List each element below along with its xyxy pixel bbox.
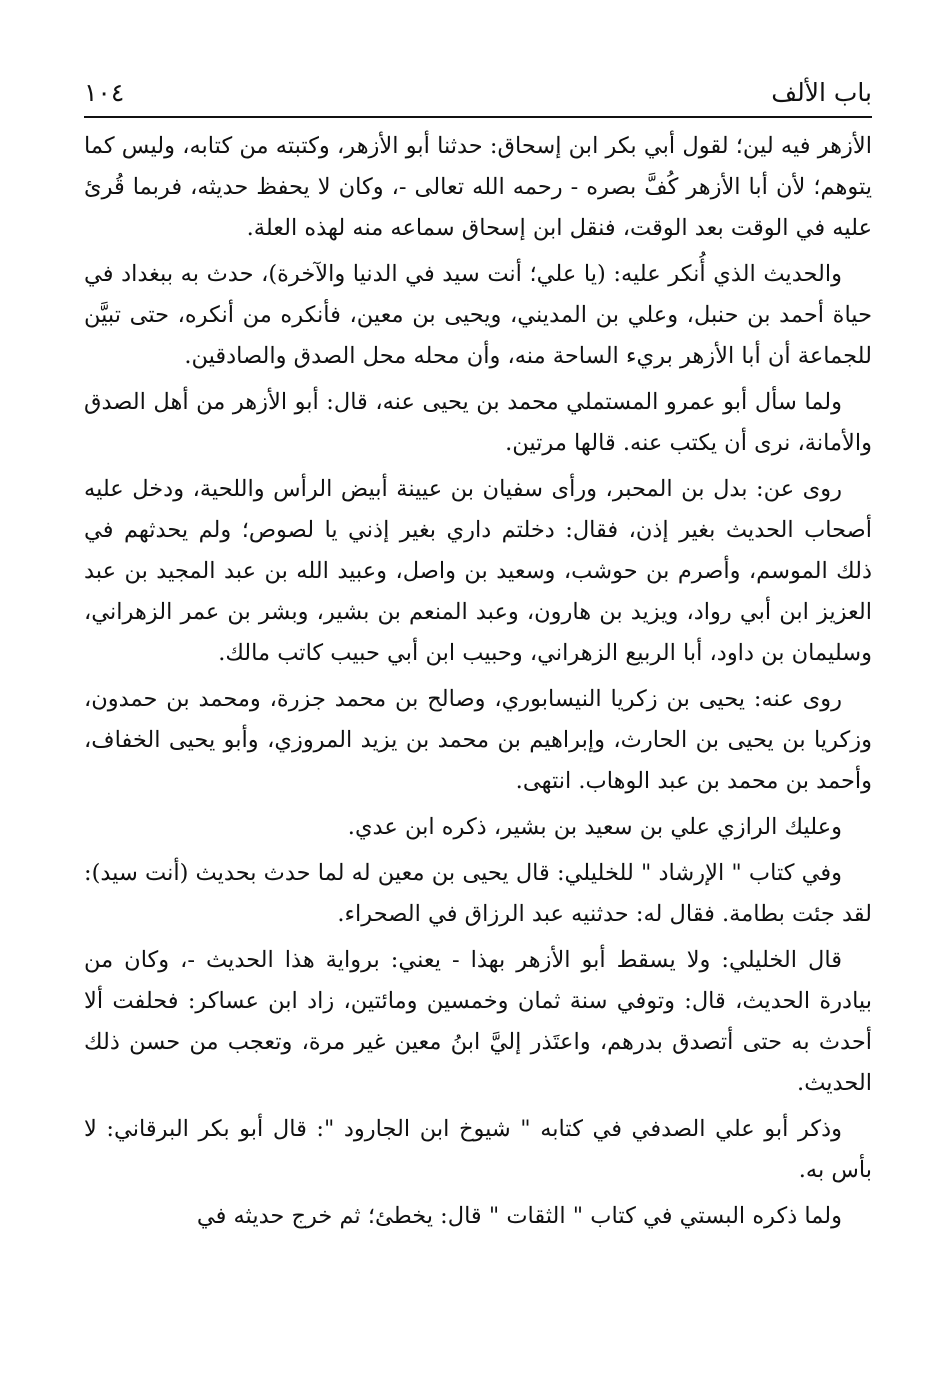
book-page	[84, 76, 872, 1237]
paragraph-9: وذكر أبو علي الصدفي في كتابه " شيوخ ابن الجارود ": قال أبو بكر البرقاني: لا بأس به.	[84, 1116, 872, 1183]
running-title: باب الألف	[771, 78, 872, 107]
paragraph-1: الأزهر فيه لين؛ لقول أبي بكر ابن إسحاق: حدثنا أبو الأزهر، وكتبته من كتابه، وليس كما يتوهم؛ لأن أبا الأزهر كُفَّ بصره - رحمه الله تعالى -، وكان لا يحفظ حديثه، فربما قُرئ عليه في الوقت بعد الوقت، فنقل ابن إسحاق سماعه منه لهذه العلة.	[84, 133, 872, 241]
paragraph-3: ولما سأل أبو عمرو المستملي محمد بن يحيى عنه، قال: أبو الأزهر من أهل الصدق والأمانة، نرى أن يكتب عنه. قالها مرتين.	[84, 389, 872, 456]
page-number: ١٠٤	[84, 78, 125, 107]
paragraph-7: وفي كتاب " الإرشاد " للخليلي: قال يحيى بن معين له لما حدث بحديث (أنت سيد): لقد جئت بطامة. فقال له: حدثنيه عبد الرزاق في الصحراء.	[84, 860, 872, 927]
page-header	[84, 76, 872, 118]
page-body	[84, 126, 872, 1237]
paragraph-8: قال الخليلي: ولا يسقط أبو الأزهر بهذا - يعني: برواية هذا الحديث -، وكان من بيادرة الحديث، قال: وتوفي سنة ثمان وخمسين ومائتين، زاد ابن عساكر: فحلفت ألا أحدث به حتى أتصدق بدرهم، واعتَذر إليَّ ابنُ معين غير مرة، وتعجب من حسن ذلك الحديث.	[84, 947, 872, 1096]
paragraph-2: والحديث الذي أُنكر عليه: (يا علي؛ أنت سيد في الدنيا والآخرة)، حدث به ببغداد في حياة أحمد بن حنبل، وعلي بن المديني، ويحيى بن معين، فأنكره من أنكره، حتى تبيَّن للجماعة أن أبا الأزهر بريء الساحة منه، وأن محله محل الصدق والصادقين.	[84, 261, 872, 369]
paragraph-4: روى عن: بدل بن المحبر، ورأى سفيان بن عيينة أبيض الرأس واللحية، ودخل عليه أصحاب الحديث بغير إذن، فقال: دخلتم داري بغير إذني يا لصوص؛ ولم يحدثهم في ذلك الموسم، وأصرم بن حوشب، وسعيد بن واصل، وعبيد الله بن عبد المجيد بن عبد العزيز ابن أبي رواد، ويزيد بن هارون، وعبد المنعم بن بشير، وبشر بن عمر الزهراني، وسليمان بن داود، أبا الربيع الزهراني، وحبيب ابن أبي حبيب كاتب مالك.	[84, 476, 872, 666]
paragraph-6: وعليك الرازي علي بن سعيد بن بشير، ذكره ابن عدي.	[347, 814, 842, 840]
paragraph-10: ولما ذكره البستي في كتاب " الثقات " قال: يخطئ؛ ثم خرج حديثه في	[196, 1203, 842, 1229]
paragraph-5: روى عنه: يحيى بن زكريا النيسابوري، وصالح بن محمد جزرة، ومحمد بن حمدون، وزكريا بن يحيى بن الحارث، وإبراهيم بن محمد بن يزيد المروزي، وأبو يحيى الخفاف، وأحمد بن محمد بن عبد الوهاب. انتهى.	[84, 686, 872, 794]
